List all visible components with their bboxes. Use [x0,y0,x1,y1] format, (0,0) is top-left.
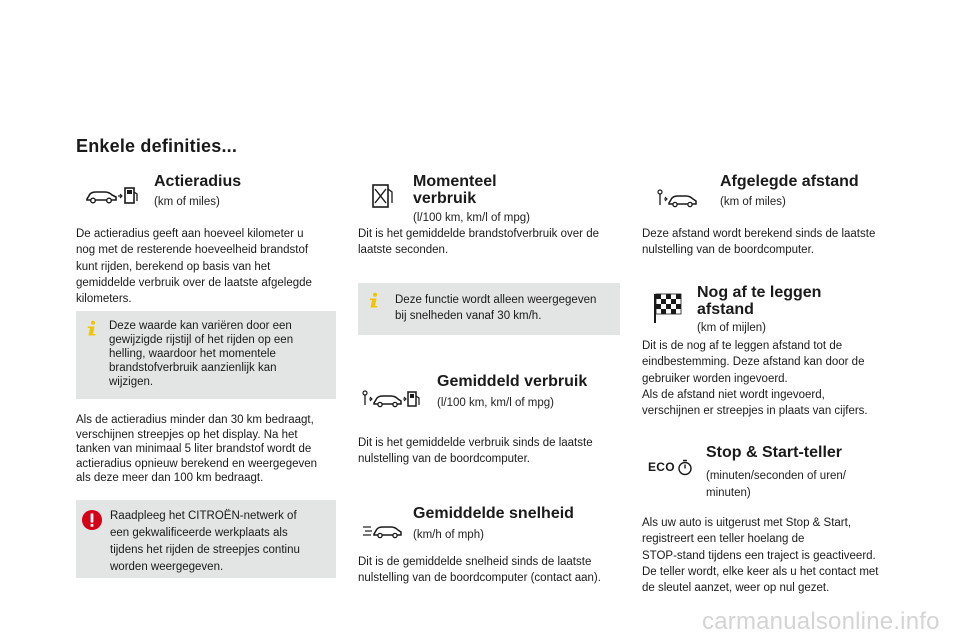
page-title: Enkele definities... [76,136,238,156]
gemiddeld-verbruik-title: Gemiddeld verbruik [437,373,588,390]
text-line: Dit is de nog af te leggen afstand tot de [642,340,843,352]
text-line: Als uw auto is uitgerust met Stop & Start, [642,517,852,529]
text-line: Als de afstand niet wordt ingevoerd, [642,388,825,401]
text-line: nulstelling van de boordcomputer (contact aan). [358,572,601,585]
title-line: Momenteel [413,173,497,190]
text-line: gemiddelde verbruik over de laatste afgelegde [76,276,312,289]
note-line: Raadpleeg het CITROËN-netwerk of [110,510,297,522]
actieradius-paragraph-2 [76,413,338,486]
title-line: verbruik [413,190,477,207]
text-line: verschijnen streepjes op het display. Na het [76,428,298,441]
text-line: Dit is de gemiddelde snelheid sinds de laatste [358,556,592,568]
car-fuel-icon [84,184,138,208]
info-icon [85,320,99,336]
trip-car-fuel-icon [361,387,421,411]
text-line: De teller wordt, elke keer als u het contact met [642,565,879,578]
timer-icon [677,459,693,476]
note-line: gewijzigde rijstijl of het rijden op een [109,334,294,346]
momenteel-title [413,173,497,207]
title-line: afstand [697,301,754,318]
note-line: bij snelheden vanaf 30 km/h. [395,310,542,322]
note-line: wijzigen. [109,376,154,388]
afgelegde-afstand-title: Afgelegde afstand [720,173,859,190]
gemiddelde-snelheid-title: Gemiddelde snelheid [413,505,574,522]
gemiddelde-snelheid-paragraph [358,554,628,587]
gemiddeld-verbruik-paragraph [358,435,623,468]
info-note [76,311,336,399]
actieradius-title: Actieradius [154,173,242,190]
stop-start-paragraph [642,515,914,596]
actieradius-paragraph [76,226,336,307]
warning-icon [81,509,103,531]
text-line: eindbestemming. Deze afstand kan door de [642,356,865,369]
text-line: gebruiker worden ingevoerd. [642,372,788,385]
checkered-flag-icon [652,292,682,324]
text-line: verschijnen er streepjes in plaats van cijfers. [642,405,868,418]
text-line: nulstelling van de boordcomputer. [642,243,814,256]
warning-note [76,500,336,578]
text-line: Als de actieradius minder dan 30 km bedraagt, [76,414,314,426]
gemiddeld-verbruik-unit: (l/100 km, km/l of mpg) [437,397,554,409]
nog-af-title [697,284,821,318]
text-line: tanken van minimaal 5 liter brandstof wordt de [76,443,312,456]
text-line: als deze meer dan 100 km bedraagt. [76,472,264,485]
text-line: de sleutel aanzet, weer op nul gezet. [642,582,830,595]
note-line: helling, waardoor het momentele [109,348,276,360]
momenteel-paragraph [358,227,623,258]
stop-start-title: Stop & Start-teller [706,444,843,461]
watermark: carmanualsonline.info [702,608,940,635]
gemiddelde-snelheid-unit: (km/h of mph) [413,529,484,541]
nog-af-unit: (km of mijlen) [697,322,767,334]
eco-timer-icon [648,459,693,477]
speed-car-icon [362,518,404,542]
text-line: STOP-stand tijdens een traject is geactiveerd. [642,549,876,562]
text-line: Dit is het gemiddelde brandstofverbruik over de [358,228,599,240]
distance-car-icon [656,187,698,211]
stop-start-unit [706,468,846,502]
info-note [358,283,620,335]
text-line: registreert een teller hoelang de [642,533,805,546]
text-line: laatste seconden. [358,243,449,256]
eco-label: ECO [648,460,675,474]
fuel-pump-icon [370,181,394,211]
nog-af-paragraph [642,338,912,419]
text-line: kilometers. [76,293,132,306]
note-line: een gekwalificeerde werkplaats als [110,527,288,539]
text-line: nog met de resterende hoeveelheid brandstof [76,244,309,257]
text-line: Deze afstand wordt berekend sinds de laatste [642,228,876,240]
afgelegde-afstand-paragraph [642,227,912,258]
text-line: Dit is het gemiddelde verbruik sinds de laatste [358,437,593,449]
text-line: actieradius opnieuw berekend en weergegeven [76,457,318,470]
note-line: Deze waarde kan variëren door een [109,320,292,332]
note-line: Deze functie wordt alleen weergegeven [395,294,597,306]
info-icon [367,292,381,308]
note-line: brandstofverbruik aanzienlijk kan [109,362,277,374]
momenteel-unit: (l/100 km, km/l of mpg) [413,212,530,224]
title-line: Nog af te leggen [697,284,822,301]
note-line: worden weergegeven. [110,561,224,573]
unit-line: (minuten/seconden of uren/ [706,470,847,482]
text-line: kunt rijden, berekend op basis van het [76,260,271,273]
actieradius-unit: (km of miles) [154,196,220,208]
unit-line: minuten) [706,487,751,499]
text-line: De actieradius geeft aan hoeveel kilometer u [76,228,304,240]
afgelegde-afstand-unit: (km of miles) [720,196,786,208]
note-line: tijdens het rijden de streepjes continu [110,544,300,556]
text-line: nulstelling van de boordcomputer. [358,453,530,466]
